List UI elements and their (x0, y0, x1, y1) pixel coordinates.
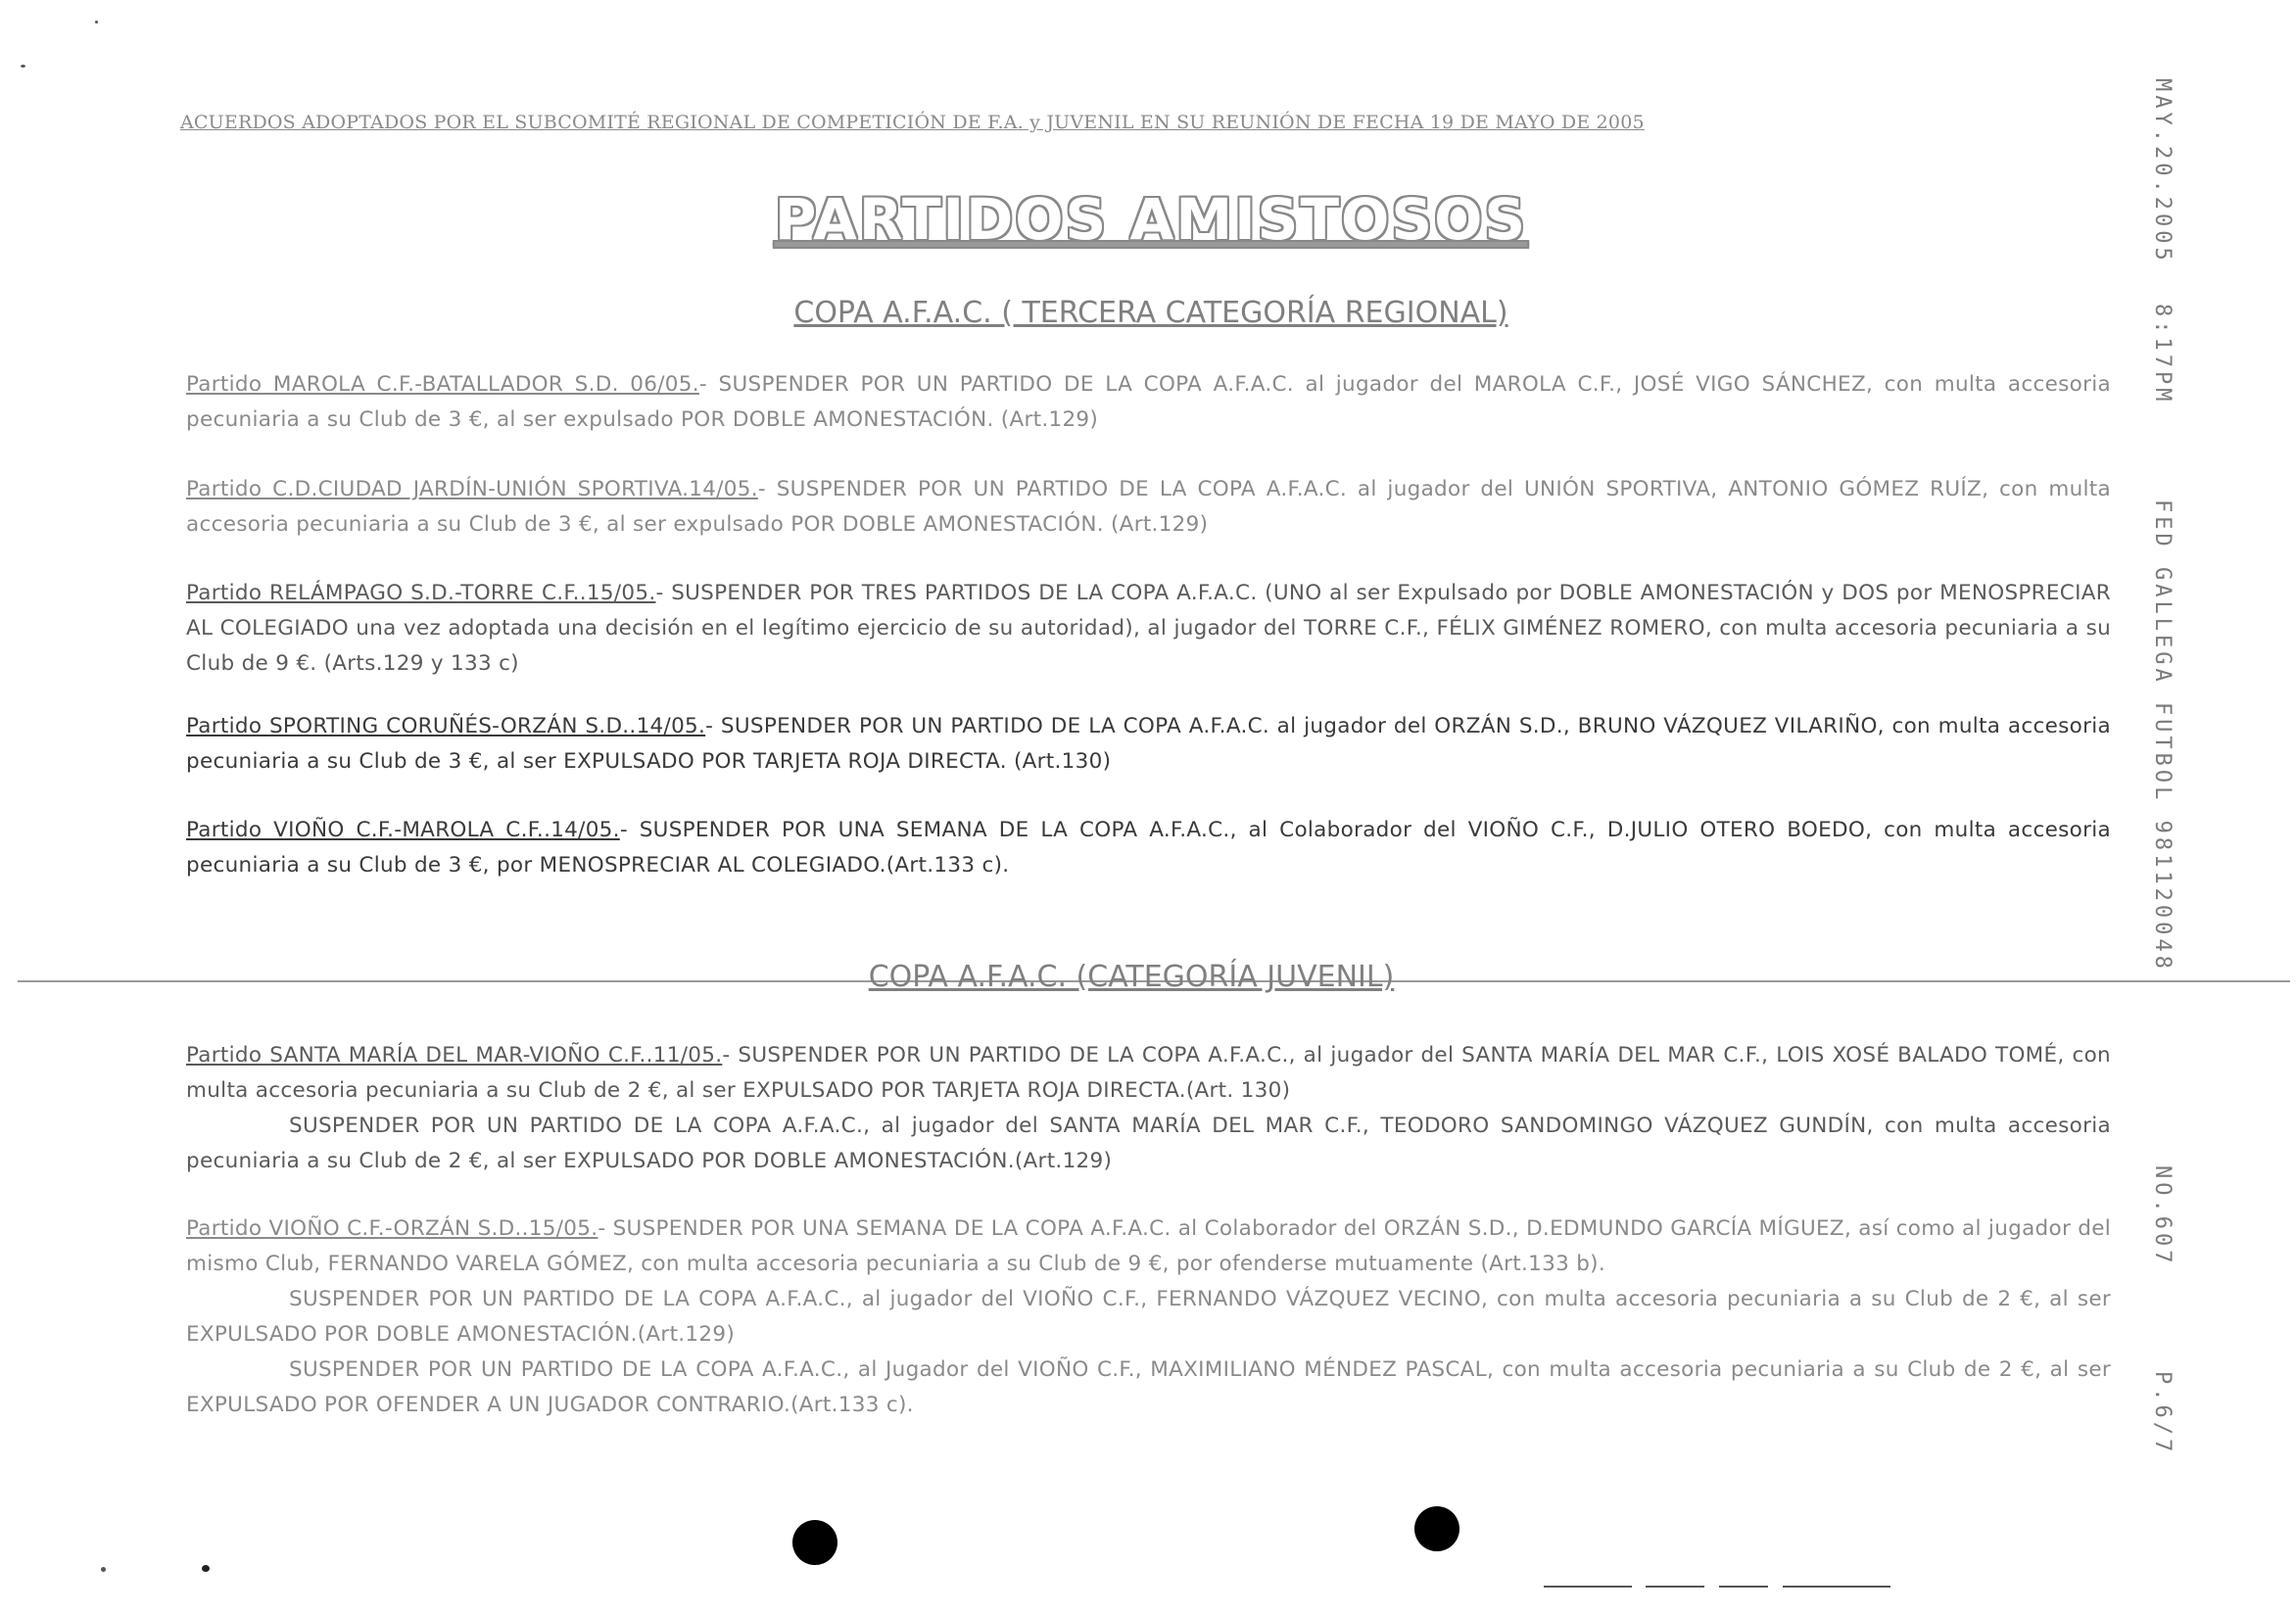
scan-speck (101, 1567, 106, 1572)
ruling-text: - SUSPENDER POR UN PARTIDO DE LA COPA A.F.A.C. al jugador del ORZÁN S.D., BRUNO VÁZQUEZ VILARIÑO, con multa accesoria pecuniaria a su Club de 3 €, al ser EXPULSADO POR TARJETA ROJA DIRECTA. (Art.130) (186, 714, 2111, 774)
ruling-entry (186, 1038, 2111, 1179)
section-title-juvenil: COPA A.F.A.C. (CATEGORÍA JUVENIL) (868, 960, 1395, 994)
match-reference: Partido MAROLA C.F.-BATALLADOR S.D. 06/05. (186, 372, 699, 397)
page-title: PARTIDOS AMISTOSOS (774, 186, 1528, 253)
scan-speck (202, 1565, 210, 1572)
fax-organization: FED GALLEGA FUTBOL 981120048 (2150, 499, 2175, 973)
scan-artifact-line (1646, 1586, 1704, 1588)
fax-number: NO.607 (2150, 1165, 2175, 1267)
match-reference: Partido RELÁMPAGO S.D.-TORRE C.F..15/05. (186, 581, 656, 605)
match-reference: Partido SANTA MARÍA DEL MAR-VIOÑO C.F..11/05. (186, 1043, 723, 1068)
punch-hole (792, 1520, 837, 1565)
ruling-entry (186, 472, 2111, 543)
scan-artifact-line (1783, 1586, 1890, 1588)
scan-artifact-line (1544, 1586, 1632, 1588)
ruling-entry (186, 576, 2111, 682)
scan-speck (21, 65, 25, 68)
agreements-header: ACUERDOS ADOPTADOS POR EL SUBCOMITÉ REGIONAL DE COMPETICIÓN DE F.A. y JUVENIL EN SU REUNIÓN DE FECHA 19 DE MAYO DE 2005 (180, 112, 1645, 133)
ruling-entry (186, 1211, 2111, 1423)
match-reference: Partido VIOÑO C.F.-ORZÁN S.D..15/05. (186, 1216, 598, 1241)
ruling-text: - SUSPENDER POR UNA SEMANA DE LA COPA A.F.A.C., al Colaborador del VIOÑO C.F., D.JULIO OTERO BOEDO, con multa accesoria pecuniaria a su Club de 3 €, por MENOSPRECIAR AL COLEGIADO.(Art.133 c). (186, 818, 2111, 878)
scan-speck (95, 21, 98, 24)
scan-artifact-line (1719, 1586, 1768, 1588)
section-title-tercera: COPA A.F.A.C. ( TERCERA CATEGORÍA REGIONAL) (793, 296, 1508, 330)
ruling-text: - SUSPENDER POR UN PARTIDO DE LA COPA A.F.A.C. al jugador del UNIÓN SPORTIVA, ANTONIO GÓMEZ RUÍZ, con multa accesoria pecuniaria a su Club de 3 €, al ser expulsado POR DOBLE AMONESTACIÓN. (Art.129) (186, 477, 2111, 537)
ruling-additional: SUSPENDER POR UN PARTIDO DE LA COPA A.F.A.C., al jugador del VIOÑO C.F., FERNANDO VÁZQUEZ VECINO, con multa accesoria pecuniaria a su Club de 2 €, al ser EXPULSADO POR DOBLE AMONESTACIÓN.(Art.129) (186, 1287, 2111, 1347)
ruling-additional: SUSPENDER POR UN PARTIDO DE LA COPA A.F.A.C., al Jugador del VIOÑO C.F., MAXIMILIANO MÉNDEZ PASCAL, con multa accesoria pecuniaria a su Club de 2 €, al ser EXPULSADO POR OFENDER A UN JUGADOR CONTRARIO.(Art.133 c). (186, 1357, 2111, 1417)
fax-date: MAY.20.2005 (2150, 78, 2175, 264)
fax-page: P.6/7 (2150, 1371, 2175, 1456)
match-reference: Partido VIOÑO C.F.-MAROLA C.F..14/05. (186, 818, 620, 842)
ruling-entry (186, 813, 2111, 883)
ruling-text: - SUSPENDER POR UN PARTIDO DE LA COPA A.F.A.C. al jugador del MAROLA C.F., JOSÉ VIGO SÁNCHEZ, con multa accesoria pecuniaria a su Club de 3 €, al ser expulsado POR DOBLE AMONESTACIÓN. (Art.129) (186, 372, 2111, 432)
ruling-text: - SUSPENDER POR UNA SEMANA DE LA COPA A.F.A.C. al Colaborador del ORZÁN S.D., D.EDMUNDO GARCÍA MÍGUEZ, así como al jugador del mismo Club, FERNANDO VARELA GÓMEZ, con multa accesoria pecuniaria a su Club de 9 €, por ofenderse mutuamente (Art.133 b). (186, 1216, 2111, 1276)
ruling-text: - SUSPENDER POR UN PARTIDO DE LA COPA A.F.A.C., al jugador del SANTA MARÍA DEL MAR C.F., LOIS XOSÉ BALADO TOMÉ, con multa accesoria pecuniaria a su Club de 2 €, al ser EXPULSADO POR TARJETA ROJA DIRECTA.(Art. 130) (186, 1043, 2111, 1103)
fax-time: 8:17PM (2150, 304, 2175, 405)
ruling-entry (186, 709, 2111, 780)
ruling-text: - SUSPENDER POR TRES PARTIDOS DE LA COPA A.F.A.C. (UNO al ser Expulsado por DOBLE AMONESTACIÓN y DOS por MENOSPRECIAR AL COLEGIADO una vez adoptada una decisión en el legítimo ejercicio de su autoridad), al jugador del TORRE C.F., FÉLIX GIMÉNEZ ROMERO, con multa accesoria pecuniaria a su Club de 9 €. (Arts.129 y 133 c) (186, 581, 2112, 676)
ruling-additional: SUSPENDER POR UN PARTIDO DE LA COPA A.F.A.C., al jugador del SANTA MARÍA DEL MAR C.F., TEODORO SANDOMINGO VÁZQUEZ GUNDÍN, con multa accesoria pecuniaria a su Club de 2 €, al ser EXPULSADO POR DOBLE AMONESTACIÓN.(Art.129) (186, 1114, 2111, 1173)
punch-hole (1414, 1506, 1459, 1551)
match-reference: Partido SPORTING CORUÑÉS-ORZÁN S.D..14/05. (186, 714, 706, 738)
match-reference: Partido C.D.CIUDAD JARDÍN-UNIÓN SPORTIVA.14/05. (186, 477, 758, 501)
ruling-entry (186, 367, 2111, 438)
